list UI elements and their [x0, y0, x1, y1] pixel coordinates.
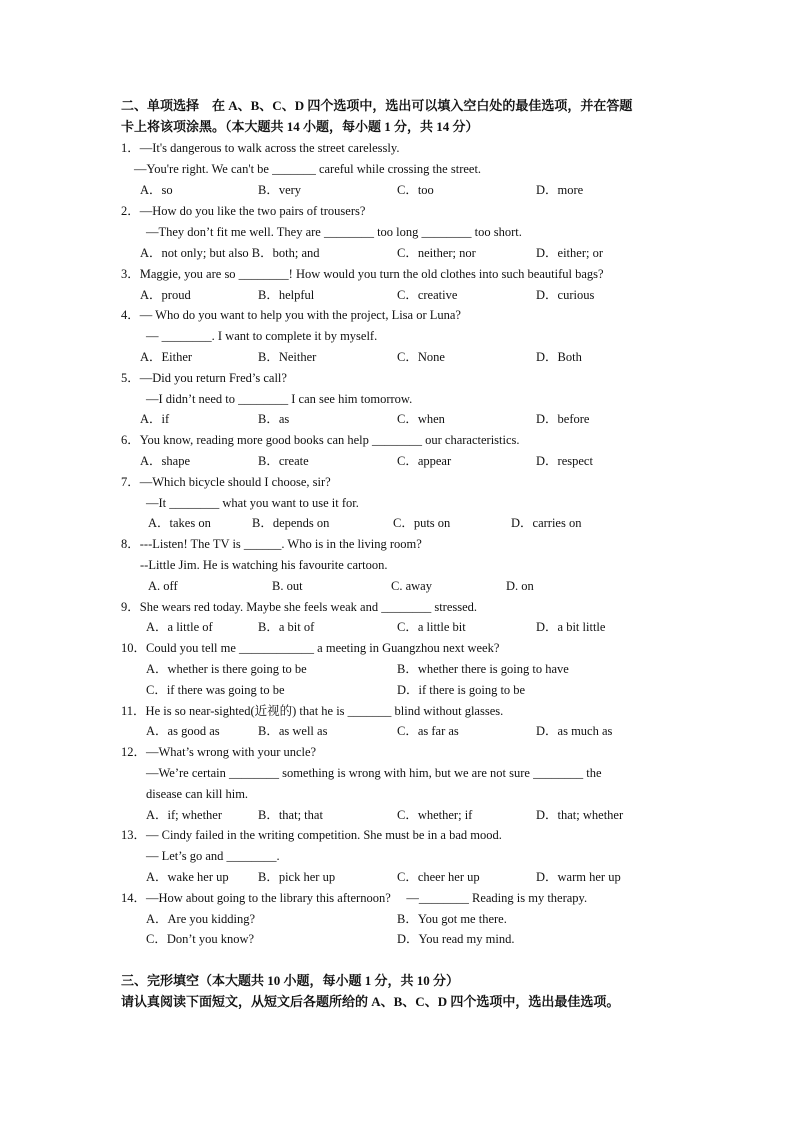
q12-line1: 12．—What’s wrong with your uncle?: [121, 745, 317, 759]
q4-option-a: A．Either: [140, 350, 193, 364]
q7-option-c: C．puts on: [393, 516, 451, 530]
q5-option-a: A．if: [140, 412, 170, 426]
q9-option-c: C．a little bit: [397, 620, 466, 634]
q12-option-a: A．if; whether: [146, 808, 223, 822]
q13-option-c: C．cheer her up: [397, 870, 480, 884]
q9-option-d: D．a bit little: [536, 620, 606, 634]
q11-option-d: D．as much as: [536, 724, 613, 738]
q4-line2: — ________. I want to complete it by myself.: [146, 329, 378, 343]
q6-line1: 6．You know, reading more good books can help ________ our characteristics.: [121, 433, 520, 447]
section-3-heading-line1: 三、完形填空（本大题共 10 小题，每小题 1 分，共 10 分）: [121, 973, 460, 988]
q8-option-d: D. on: [506, 579, 534, 593]
q10-option-c: C．if there was going to be: [146, 683, 285, 697]
q13-line2: — Let’s go and ________.: [146, 849, 280, 863]
q2-option-ab: A．not only; but also B．both; and: [140, 246, 320, 260]
q2-option-d: D．either; or: [536, 246, 603, 260]
q5-option-d: D．before: [536, 412, 590, 426]
q14-option-a: A．Are you kidding?: [146, 912, 256, 926]
q8-line2: --Little Jim. He is watching his favourite cartoon.: [140, 558, 388, 572]
section-2-heading-line1: 二、单项选择 在 A、B、C、D 四个选项中，选出可以填入空白处的最佳选项，并在答题: [121, 98, 633, 113]
q13-line1: 13．— Cindy failed in the writing competition. She must be in a bad mood.: [121, 828, 502, 842]
q1-line1: 1．—It's dangerous to walk across the street carelessly.: [121, 141, 400, 155]
q5-line1: 5．—Did you return Fred’s call?: [121, 371, 287, 385]
q1-option-c: C．too: [397, 183, 434, 197]
q14-option-b: B．You got me there.: [397, 912, 507, 926]
q7-option-d: D．carries on: [511, 516, 582, 530]
q11-option-b: B．as well as: [258, 724, 328, 738]
q12-line2: —We’re certain ________ something is wrong with him, but we are not sure ________ the: [146, 766, 602, 780]
q8-option-a: A. off: [148, 579, 178, 593]
q1-option-a: A．so: [140, 183, 173, 197]
q5-option-b: B．as: [258, 412, 290, 426]
q4-option-d: D．Both: [536, 350, 582, 364]
q5-option-c: C．when: [397, 412, 445, 426]
q4-option-c: C．None: [397, 350, 445, 364]
q3-option-b: B．helpful: [258, 288, 315, 302]
q8-line1: 8．---Listen! The TV is ______. Who is in the living room?: [121, 537, 422, 551]
q3-option-d: D．curious: [536, 288, 595, 302]
q10-option-a: A．whether is there going to be: [146, 662, 307, 676]
q7-option-a: A．takes on: [148, 516, 211, 530]
q11-line1: 11．He is so near-sighted(近视的) that he is _______ blind without glasses.: [121, 704, 504, 718]
q3-option-c: C．creative: [397, 288, 458, 302]
q2-line1: 2．—How do you like the two pairs of trousers?: [121, 204, 366, 218]
q9-option-b: B．a bit of: [258, 620, 315, 634]
q10-option-b: B．whether there is going to have: [397, 662, 569, 676]
q13-option-d: D．warm her up: [536, 870, 621, 884]
q7-option-b: B．depends on: [252, 516, 330, 530]
q1-option-b: B．very: [258, 183, 302, 197]
q14-line1: 14．—How about going to the library this afternoon? —________ Reading is my therapy.: [121, 891, 588, 905]
q2-option-c: C．neither; nor: [397, 246, 476, 260]
q9-option-a: A．a little of: [146, 620, 213, 634]
section-2-heading-line2: 卡上将该项涂黑。（本大题共 14 小题，每小题 1 分，共 14 分）: [121, 119, 479, 134]
q1-line2: —You're right. We can't be _______ careful while crossing the street.: [134, 162, 482, 176]
q7-line1: 7．—Which bicycle should I choose, sir?: [121, 475, 331, 489]
q5-line2: —I didn’t need to ________ I can see him tomorrow.: [146, 392, 413, 406]
q1-option-d: D．more: [536, 183, 584, 197]
section-3-heading-line2: 请认真阅读下面短文，从短文后各题所给的 A、B、C、D 四个选项中，选出最佳选项。: [121, 994, 620, 1009]
q10-line1: 10．Could you tell me ____________ a meeting in Guangzhou next week?: [121, 641, 500, 655]
q3-option-a: A．proud: [140, 288, 191, 302]
q13-option-b: B．pick her up: [258, 870, 336, 884]
q7-line2: —It ________ what you want to use it for.: [146, 496, 359, 510]
q6-option-a: A．shape: [140, 454, 190, 468]
q3-line1: 3．Maggie, you are so ________! How would you turn the old clothes into such beautiful bags?: [121, 267, 604, 281]
q6-option-d: D．respect: [536, 454, 593, 468]
q12-line3: disease can kill him.: [146, 787, 249, 801]
q6-option-b: B．create: [258, 454, 309, 468]
q4-option-b: B．Neither: [258, 350, 317, 364]
q11-option-a: A．as good as: [146, 724, 220, 738]
q14-option-d: D．You read my mind.: [397, 932, 515, 946]
q6-option-c: C．appear: [397, 454, 452, 468]
q13-option-a: A．wake her up: [146, 870, 229, 884]
q10-option-d: D．if there is going to be: [397, 683, 526, 697]
q12-option-c: C．whether; if: [397, 808, 473, 822]
q12-option-d: D．that; whether: [536, 808, 624, 822]
q8-option-c: C. away: [391, 579, 432, 593]
q9-line1: 9．She wears red today. Maybe she feels weak and ________ stressed.: [121, 600, 478, 614]
q14-option-c: C．Don’t you know?: [146, 932, 255, 946]
q12-option-b: B．that; that: [258, 808, 323, 822]
q2-line2: —They don’t fit me well. They are ________ too long ________ too short.: [146, 225, 522, 239]
q11-option-c: C．as far as: [397, 724, 459, 738]
q8-option-b: B. out: [272, 579, 303, 593]
q4-line1: 4．— Who do you want to help you with the project, Lisa or Luna?: [121, 308, 461, 322]
